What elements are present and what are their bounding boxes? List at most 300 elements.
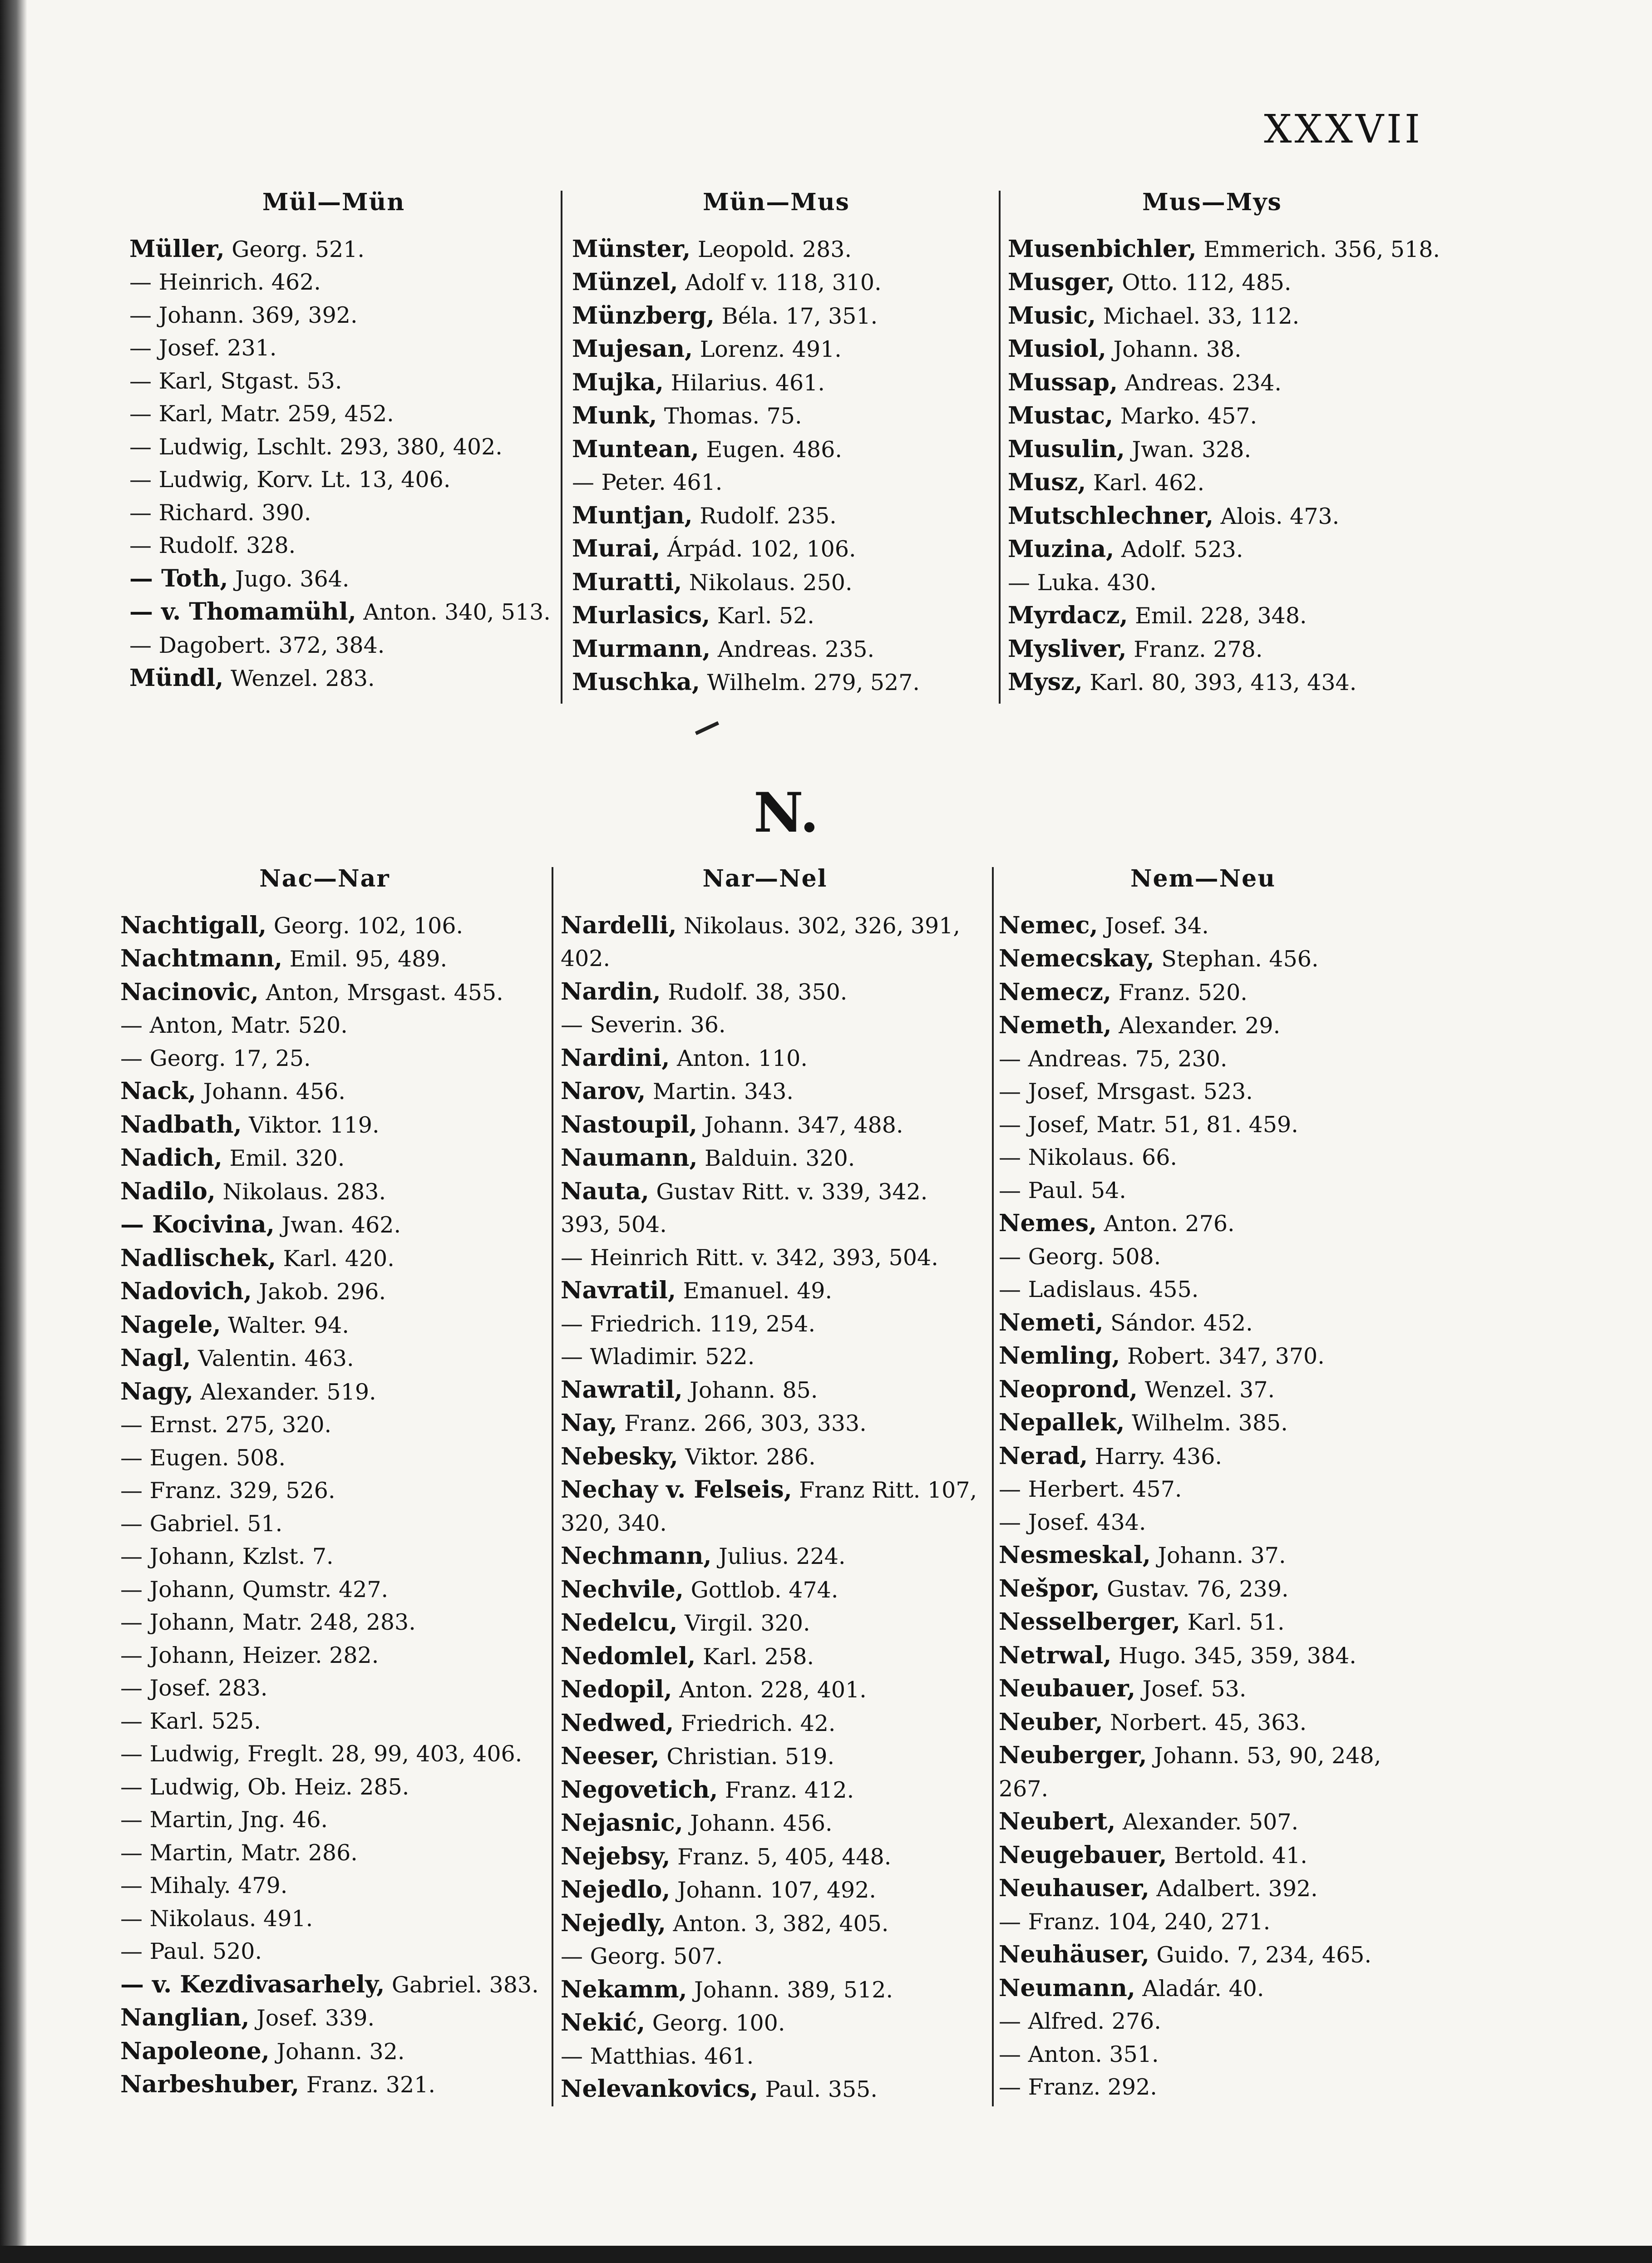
entry-surname: Nedopil,	[561, 1676, 672, 1703]
index-entry	[561, 1874, 969, 1907]
index-entry	[120, 1869, 529, 1903]
entry-details: Anton. 3, 382, 405.	[666, 1910, 889, 1937]
entry-details: Emanuel. 49.	[676, 1278, 833, 1304]
entry-surname: Murlasics,	[572, 601, 710, 629]
entry-details: — Karl, Matr. 259, 452.	[129, 401, 394, 427]
index-entry	[120, 976, 529, 1010]
entry-details: — Josef. 231.	[129, 335, 277, 361]
entry-details: Gottlob. 474.	[684, 1577, 838, 1603]
entry-surname: Muntean,	[572, 435, 699, 463]
entry-details: Emil. 95, 489.	[282, 946, 448, 972]
entry-details: Georg. 521.	[224, 236, 365, 262]
entry-surname: Mustac,	[1008, 402, 1114, 429]
entry-details: — Rudolf. 328.	[129, 532, 296, 558]
entry-details: Emmerich. 356, 518.	[1196, 236, 1440, 262]
index-entry	[1008, 567, 1416, 600]
entry-surname: Narbeshuber,	[120, 2071, 300, 2098]
index-entry	[120, 1540, 529, 1573]
bottom-column-3	[999, 863, 1407, 2104]
index-entry	[120, 1738, 529, 1771]
entry-details: — Richard. 390.	[129, 499, 311, 526]
entry-details: Anton. 340, 513.	[356, 599, 551, 625]
entry-surname: Nemecz,	[999, 978, 1112, 1006]
index-entry	[120, 1109, 529, 1142]
entry-surname: Nardelli,	[561, 911, 677, 939]
index-entry	[561, 976, 969, 1009]
entry-surname: Nekić,	[561, 2009, 646, 2036]
entry-details: 402.	[561, 946, 611, 971]
top-column-1	[129, 186, 551, 695]
entry-details: Karl. 80, 393, 413, 434.	[1082, 670, 1357, 695]
entry-surname: Münzel,	[572, 268, 678, 296]
entry-details: Valentin. 463.	[191, 1346, 354, 1371]
index-entry	[999, 1174, 1407, 1208]
entry-details: Gustav Ritt. v. 339, 342.	[649, 1178, 928, 1205]
index-entry	[572, 532, 981, 566]
entry-details: Alexander. 519.	[193, 1379, 376, 1405]
bottom-column-1	[120, 863, 539, 2102]
entry-details: Norbert. 45, 363.	[1103, 1709, 1307, 1735]
entry-details: Karl. 52.	[710, 603, 814, 629]
entry-details: — Nikolaus. 66.	[999, 1144, 1177, 1170]
index-entry	[572, 333, 981, 366]
entry-details: Wilhelm. 385.	[1124, 1410, 1288, 1436]
entry-surname: Mündl,	[129, 664, 224, 692]
index-entry	[561, 1540, 969, 1573]
index-entry	[561, 1707, 969, 1740]
entry-details: Viktor. 119.	[242, 1112, 380, 1138]
entry-surname: Nadlischek,	[120, 1244, 276, 1272]
index-entry	[561, 1573, 969, 1607]
entry-details: — Friedrich. 119, 254.	[561, 1311, 816, 1337]
index-entry	[572, 599, 981, 633]
index-entry	[561, 1274, 969, 1308]
index-entry	[999, 1207, 1407, 1241]
entry-details: Anton. 276.	[1097, 1211, 1235, 1237]
index-entry	[561, 1740, 969, 1774]
index-entry	[120, 1309, 529, 1342]
index-entry	[999, 1639, 1407, 1673]
index-entry	[999, 1872, 1407, 1906]
entry-details: Johann. 456.	[683, 1810, 833, 1836]
entry-details: Alexander. 507.	[1115, 1809, 1299, 1835]
entry-details: Bertold. 41.	[1167, 1842, 1307, 1869]
entry-details: Viktor. 286.	[678, 1444, 816, 1470]
entry-details: Franz. 5, 405, 448.	[670, 1844, 892, 1870]
top-column-2	[572, 186, 981, 700]
entry-surname: Mysz,	[1008, 668, 1083, 696]
entry-details: — Alfred. 276.	[999, 2008, 1161, 2034]
entry-details: Johann. 32.	[269, 2038, 405, 2065]
entry-details: Marko. 457.	[1113, 403, 1257, 429]
entry-details: Karl. 51.	[1180, 1609, 1285, 1635]
index-entry	[561, 1075, 969, 1109]
index-entry	[1008, 233, 1440, 266]
entry-details: Karl. 258.	[695, 1643, 814, 1670]
entry-details: Julius. 224.	[711, 1543, 846, 1569]
index-entry	[561, 1640, 969, 1674]
index-entry	[120, 1075, 529, 1109]
index-entry	[120, 1208, 529, 1242]
entry-surname: Mussap,	[1008, 368, 1118, 396]
entry-details: — Dagobert. 372, 384.	[129, 632, 385, 658]
entry-details: Nikolaus. 250.	[682, 569, 853, 596]
index-entry	[999, 1373, 1407, 1407]
entry-surname: Nauta,	[561, 1177, 649, 1205]
index-entry	[120, 1042, 529, 1075]
entry-surname: Neuhäuser,	[999, 1941, 1149, 1968]
index-entry	[561, 2007, 969, 2040]
entry-surname: Nechay v. Felseis,	[561, 1476, 792, 1504]
entry-surname: Nejedly,	[561, 1909, 666, 1937]
entry-details: Virgil. 320.	[677, 1610, 810, 1636]
index-entry	[561, 942, 969, 976]
index-entry	[999, 1672, 1407, 1706]
entry-details: 393, 504.	[561, 1212, 667, 1238]
entry-details: Jugo. 364.	[228, 566, 350, 592]
entry-details: — Johann, Qumstr. 427.	[120, 1576, 389, 1602]
entry-details: — Josef. 283.	[120, 1675, 268, 1701]
index-entry	[120, 1771, 529, 1804]
entry-details: Johann. 38.	[1106, 336, 1242, 362]
entry-surname: Nadich,	[120, 1144, 222, 1172]
index-entry	[999, 1473, 1407, 1506]
index-entry	[1008, 333, 1416, 366]
index-entry	[999, 1273, 1407, 1307]
index-entry	[572, 233, 981, 266]
entry-surname: Nesmeskal,	[999, 1541, 1151, 1569]
entry-details: Árpád. 102, 106.	[660, 536, 856, 562]
index-entry	[561, 1673, 969, 1707]
entry-details: — Herbert. 457.	[999, 1476, 1182, 1502]
index-entry	[999, 1805, 1407, 1839]
index-entry	[999, 976, 1407, 1010]
entry-details: Franz. 412.	[718, 1777, 854, 1803]
index-entry	[572, 633, 981, 666]
entry-surname: Nadbath,	[120, 1110, 242, 1139]
entry-details: — Paul. 520.	[120, 1938, 262, 1964]
index-entry	[120, 1903, 529, 1936]
index-entry	[1008, 366, 1416, 400]
entry-details: Wenzel. 37.	[1138, 1376, 1275, 1403]
entry-details: — Josef. 434.	[999, 1509, 1146, 1535]
entry-surname: Nechvile,	[561, 1575, 684, 1603]
entry-surname: Negovetich,	[561, 1775, 718, 1804]
entry-surname: Nemecskay,	[999, 945, 1154, 972]
entry-surname: Nawratil,	[561, 1376, 683, 1404]
index-entry	[120, 1009, 529, 1042]
entry-surname: — Toth,	[129, 564, 228, 592]
entry-details: Thomas. 75.	[657, 403, 802, 429]
index-entry	[999, 1506, 1407, 1539]
entry-details: Jwan. 462.	[274, 1212, 401, 1238]
index-entry	[561, 1440, 969, 1474]
entry-details: Georg. 100.	[645, 2010, 785, 2036]
entry-surname: Mutschlechner,	[1008, 502, 1214, 530]
entry-surname: Nedomlel,	[561, 1642, 696, 1670]
page-number: XXXVII	[1264, 107, 1423, 152]
index-entry	[561, 1973, 969, 2007]
index-entry	[1008, 266, 1416, 300]
index-entry	[120, 1573, 529, 1607]
entry-surname: Nejedlo,	[561, 1876, 671, 1903]
entry-surname: Münzberg,	[572, 301, 715, 330]
entry-surname: Nastoupil,	[561, 1110, 697, 1139]
entry-details: — Ladislaus. 455.	[999, 1277, 1199, 1302]
entry-surname: Naumann,	[561, 1144, 698, 1172]
entry-surname: Nemeti,	[999, 1308, 1104, 1336]
entry-surname: Neuberger,	[999, 1741, 1147, 1769]
index-entry	[120, 1672, 529, 1705]
index-entry	[999, 1440, 1407, 1474]
entry-details: — Nikolaus. 491.	[120, 1905, 313, 1932]
index-entry	[999, 2038, 1407, 2071]
entry-details: Stephan. 456.	[1154, 946, 1319, 972]
entry-surname: Navratil,	[561, 1277, 676, 1304]
section-letter: N.	[754, 781, 819, 845]
index-entry	[572, 266, 981, 300]
index-entry	[999, 1606, 1407, 1639]
entry-details: Adolf. 523.	[1114, 537, 1243, 562]
entry-details: Michael. 33, 112.	[1096, 303, 1300, 329]
scan-edge-bottom	[0, 2246, 1652, 2263]
index-entry	[561, 1807, 969, 1840]
index-entry	[561, 2073, 969, 2106]
entry-surname: Nack,	[120, 1077, 197, 1105]
entry-details: Franz. 321.	[299, 2072, 435, 2098]
index-entry	[561, 1507, 969, 1540]
index-entry	[129, 562, 538, 596]
entry-details: — Franz. 104, 240, 271.	[999, 1908, 1271, 1935]
index-entry	[561, 1042, 969, 1075]
entry-details: — Karl. 525.	[120, 1708, 261, 1734]
entry-surname: Nagele,	[120, 1311, 221, 1339]
index-entry	[572, 466, 981, 499]
index-entry	[999, 1340, 1407, 1373]
entry-details: — Josef, Matr. 51, 81. 459.	[999, 1111, 1298, 1138]
entry-surname: Nebesky,	[561, 1442, 678, 1470]
index-entry	[999, 2071, 1407, 2104]
entry-surname: Murmann,	[572, 635, 711, 663]
index-entry	[1008, 599, 1416, 633]
entry-details: — Franz. 329, 526.	[120, 1478, 335, 1504]
index-entry	[999, 1009, 1407, 1043]
entry-surname: Murai,	[572, 535, 661, 562]
entry-surname: Nepallek,	[999, 1409, 1125, 1436]
index-entry	[1008, 466, 1416, 500]
index-entry	[572, 433, 981, 467]
entry-surname: Nechmann,	[561, 1542, 712, 1570]
index-entry	[120, 1376, 529, 1409]
entry-details: Gustav. 76, 239.	[1100, 1576, 1289, 1602]
entry-details: Gabriel. 383.	[385, 1972, 539, 1998]
entry-details: Georg. 102, 106.	[266, 912, 464, 939]
index-entry	[129, 266, 538, 299]
column-header: Mül—Mün	[262, 188, 405, 216]
entry-details: — Franz. 292.	[999, 2074, 1157, 2100]
entry-details: Josef. 34.	[1098, 912, 1209, 939]
entry-surname: Munk,	[572, 402, 657, 429]
entry-surname: Muntjan,	[572, 501, 693, 529]
column-rule	[552, 867, 553, 2106]
index-entry	[999, 1043, 1407, 1076]
entry-surname: Nanglian,	[120, 2004, 250, 2031]
entry-details: Anton, Mrsgast. 455.	[258, 979, 503, 1006]
column-header: Nar—Nel	[702, 865, 828, 892]
entry-details: — Josef, Mrsgast. 523.	[999, 1079, 1253, 1104]
entry-details: — Heinrich. 462.	[129, 269, 321, 295]
entry-surname: Neugebauer,	[999, 1841, 1167, 1869]
index-entry	[999, 1539, 1407, 1573]
entry-details: Karl. 462.	[1086, 470, 1205, 496]
index-entry	[120, 1175, 529, 1209]
entry-details: Lorenz. 491.	[693, 336, 842, 362]
entry-details: Josef. 339.	[249, 2005, 375, 2031]
index-entry	[129, 497, 538, 530]
entry-details: 267.	[999, 1775, 1049, 1802]
entry-details: Emil. 228, 348.	[1128, 603, 1307, 629]
index-entry	[1008, 500, 1416, 533]
entry-details: Béla. 17, 351.	[715, 303, 878, 329]
entry-surname: Nay,	[561, 1409, 617, 1437]
entry-surname: Narov,	[561, 1077, 646, 1105]
entry-details: — Martin, Jng. 46.	[120, 1807, 328, 1833]
entry-surname: Münster,	[572, 235, 691, 263]
entry-details: Robert. 347, 370.	[1120, 1343, 1325, 1369]
column-header: Nem—Neu	[1130, 865, 1276, 892]
index-entry	[120, 1639, 529, 1672]
entry-details: Johann. 85.	[682, 1377, 818, 1403]
index-entry	[561, 1208, 969, 1242]
index-entry	[120, 1409, 529, 1442]
entry-details: Hilarius. 461.	[664, 370, 825, 396]
entry-details: Friedrich. 42.	[674, 1710, 836, 1736]
bottom-column-2	[561, 863, 977, 2106]
entry-surname: Nemes,	[999, 1209, 1097, 1237]
entry-details: Alois. 473.	[1213, 503, 1340, 529]
index-entry	[129, 332, 538, 365]
entry-details: Jwan. 328.	[1124, 436, 1252, 463]
entry-details: Johann. 107, 492.	[670, 1877, 876, 1903]
index-entry	[120, 1837, 529, 1870]
index-entry	[129, 463, 538, 497]
index-entry	[999, 1839, 1407, 1873]
entry-surname: Nemec,	[999, 911, 1098, 939]
index-entry	[999, 1573, 1407, 1606]
index-entry	[572, 399, 981, 433]
index-entry	[561, 1474, 977, 1507]
index-entry	[561, 1242, 969, 1275]
entry-details: — Johann, Matr. 248, 283.	[120, 1609, 416, 1635]
entry-surname: Neubauer,	[999, 1675, 1136, 1702]
index-entry	[120, 1142, 529, 1175]
index-entry	[572, 499, 981, 533]
entry-details: — Ludwig, Lschlt. 293, 380, 402.	[129, 434, 503, 460]
entry-surname: Nagy,	[120, 1377, 193, 1405]
index-entry	[129, 529, 538, 562]
index-entry	[1008, 399, 1416, 433]
entry-surname: Neoprond,	[999, 1375, 1138, 1403]
entry-surname: Nadilo,	[120, 1177, 216, 1205]
entry-surname: Nemeth,	[999, 1011, 1112, 1039]
index-entry	[1008, 533, 1416, 567]
entry-details: Harry. 436.	[1088, 1443, 1222, 1469]
index-entry	[561, 909, 969, 943]
entry-surname: Müller,	[129, 235, 225, 263]
entry-surname: Nešpor,	[999, 1574, 1100, 1602]
entry-details: Guido. 7, 234, 465.	[1149, 1942, 1372, 1968]
index-entry	[561, 1607, 969, 1640]
entry-details: — Wladimir. 522.	[561, 1344, 755, 1370]
entry-surname: Nardin,	[561, 977, 661, 1006]
entry-surname: Nelevankovics,	[561, 2075, 758, 2103]
entry-surname: Musz,	[1008, 468, 1086, 496]
entry-details: — Georg. 508.	[999, 1243, 1161, 1270]
entry-details: — Ernst. 275, 320.	[120, 1412, 332, 1438]
entry-details: Josef. 53.	[1135, 1676, 1247, 1702]
index-entry	[999, 1141, 1407, 1174]
index-entry	[999, 1406, 1407, 1440]
entry-surname: Muschka,	[572, 668, 700, 696]
column-header: Mün—Mus	[703, 188, 850, 216]
entry-details: — Anton, Matr. 520.	[120, 1012, 348, 1038]
entry-surname: Myrdacz,	[1008, 601, 1128, 629]
entry-details: — Georg. 507.	[561, 1943, 723, 1969]
entry-details: Johann. 389, 512.	[687, 1977, 893, 2003]
entry-details: Anton. 110.	[670, 1045, 808, 1071]
entry-details: Anton. 228, 401.	[672, 1677, 867, 1703]
entry-details: — Johann, Kzlst. 7.	[120, 1543, 334, 1569]
entry-details: — Anton. 351.	[999, 2041, 1159, 2067]
entry-details: Johann. 347, 488.	[697, 1112, 903, 1138]
index-entry	[999, 2005, 1407, 2038]
index-entry	[561, 1407, 969, 1440]
entry-details: — Luka. 430.	[1008, 569, 1157, 596]
index-entry	[561, 1374, 969, 1407]
index-entry	[999, 1109, 1407, 1142]
entry-details: — Karl, Stgast. 53.	[129, 368, 342, 394]
index-entry	[120, 2035, 529, 2069]
entry-details: Karl. 420.	[276, 1245, 395, 1272]
index-entry	[129, 596, 551, 629]
column-rule	[992, 867, 994, 2106]
entry-surname: Nesselberger,	[999, 1608, 1181, 1636]
entry-details: Balduin. 320.	[697, 1145, 855, 1171]
entry-surname: Nardini,	[561, 1044, 670, 1072]
index-entry	[999, 942, 1407, 976]
entry-surname: Nadovich,	[120, 1277, 252, 1305]
entry-surname: Nachtmann,	[120, 945, 283, 972]
index-entry	[999, 1972, 1407, 2006]
index-entry	[129, 299, 538, 332]
entry-details: Rudolf. 38, 350.	[661, 979, 848, 1005]
entry-surname: Neubert,	[999, 1808, 1116, 1835]
entry-details: — Severin. 36.	[561, 1012, 726, 1038]
entry-details: Rudolf. 235.	[692, 503, 837, 529]
index-entry	[129, 662, 538, 695]
entry-details: — Peter. 461.	[572, 469, 723, 495]
index-entry	[129, 431, 538, 464]
entry-surname: Nachtigall,	[120, 911, 267, 939]
entry-details: Sándor. 452.	[1103, 1310, 1253, 1336]
entry-surname: Napoleone,	[120, 2037, 270, 2065]
index-entry	[120, 2002, 529, 2035]
index-entry	[572, 666, 981, 700]
entry-details: — Heinrich Ritt. v. 342, 393, 504.	[561, 1244, 938, 1271]
entry-surname: Music,	[1008, 301, 1096, 330]
index-entry	[561, 1907, 969, 1941]
entry-surname: Mysliver,	[1008, 635, 1127, 663]
